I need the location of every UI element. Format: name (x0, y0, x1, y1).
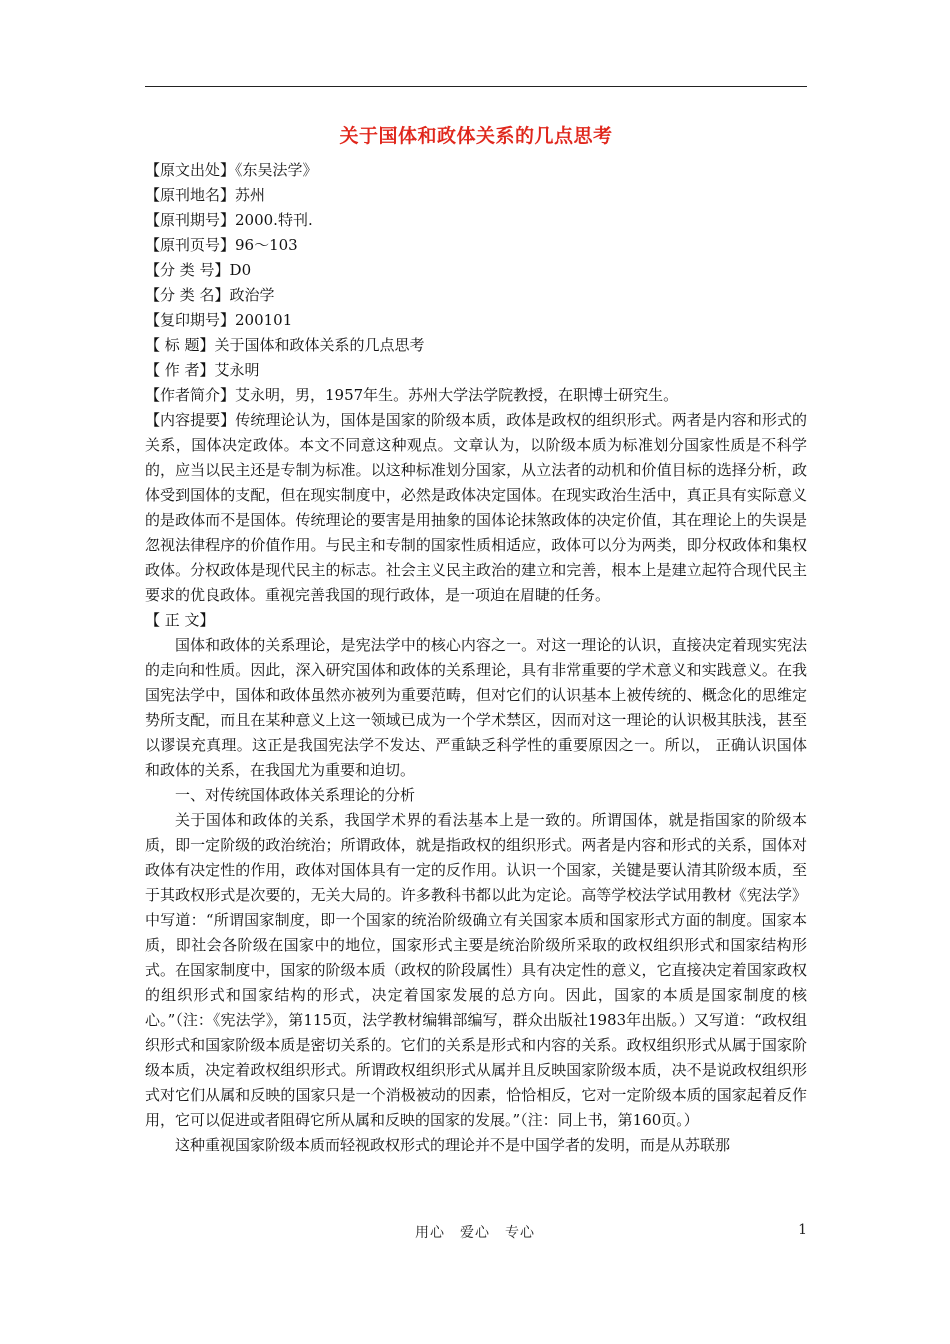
document-body (145, 158, 807, 1158)
meta-issue: 【原刊期号】2000.特刊. (145, 211, 313, 229)
meta-class-name: 【分 类 名】政治学 (145, 286, 275, 304)
meta-reprint-issue: 【复印期号】200101 (145, 311, 293, 329)
body-heading: 【 正 文】 (145, 611, 215, 629)
meta-class-code: 【分 类 号】D0 (145, 261, 252, 279)
section-heading: 一、对传统国体政体关系理论的分析 (175, 786, 416, 804)
meta-place: 【原刊地名】苏州 (145, 186, 266, 204)
document-title: 关于国体和政体关系的几点思考 (339, 125, 613, 147)
meta-source: 【原文出处】《东吴法学》 (145, 161, 318, 179)
meta-author: 【 作 者】艾永明 (145, 361, 260, 379)
meta-pages: 【原刊页号】96～103 (145, 236, 298, 254)
abstract: 【内容提要】传统理论认为，国体是国家的阶级本质，政体是政权的组织形式。两者是内容和形式的关系，国体决定政体。本文不同意这种观点。文章认为，以阶级本质为标准划分国家性质是不科学的，应当以民主还是专制为标准。以这种标准划分国家，从立法者的动机和价值目标的选择分析，政体受到国体的支配，但在现实制度中，必然是政体决定国体。在现实政治生活中，真正具有实际意义的是政体而不是国体。传统理论的要害是用抽象的国体论抹煞政体的决定价值，其在理论上的失误是忽视法律程序的价值作用。与民主和专制的国家性质相适应，政体可以分为两类，即分权政体和集权政体。分权政体是现代民主的标志。社会主义民主政治的建立和完善，根本上是建立起符合现代民主要求的优良政体。重视完善我国的现行政体，是一项迫在眉睫的任务。 (145, 411, 807, 604)
meta-author-bio: 【作者简介】艾永明，男，1957年生。苏州大学法学院教授，在职博士研究生。 (145, 386, 679, 404)
paragraph-analysis: 关于国体和政体的关系，我国学术界的看法基本上是一致的。所谓国体，就是指国家的阶级本质，即一定阶级的政治统治；所谓政体，就是指政权的组织形式。两者是内容和形式的关系，国体对政体有决定性的作用，政体对国体具有一定的反作用。认识一个国家，关键是要认清其阶级本质，至于其政权形式是次要的，无关大局的。许多教科书都以此为定论。高等学校法学试用教材《宪法学》中写道：“所谓国家制度，即一个国家的统治阶级确立有关国家本质和国家形式方面的制度。国家本质，即社会各阶级在国家中的地位，国家形式主要是统治阶级所采取的政权组织形式和国家结构形式。在国家制度中，国家的阶级本质（政权的阶段属性）具有决定性的意义，它直接决定着国家政权的组织形式和国家结构的形式，决定着国家发展的总方向。因此，国家的本质是国家制度的核心。”（注：《宪法学》，第115页，法学教材编辑部编写，群众出版社1983年出版。）又写道：“政权组织形式和国家阶级本质是密切关系的。它们的关系是形式和内容的关系。政权组织形式从属于国家阶级本质，决定着政权组织形式。所谓政权组织形式从属并且反映国家阶级本质，决不是说政权组织形式对它们从属和反映的国家只是一个消极被动的因素，恰恰相反，它对一定阶级本质的国家起着反作用，它可以促进或者阻碍它所从属和反映的国家的发展。”（注：同上书，第160页。） (145, 811, 807, 1129)
page-number: 1 (798, 1222, 807, 1238)
footer-motto: 用心 爱心 专心 (415, 1225, 535, 1241)
meta-title: 【 标 题】关于国体和政体关系的几点思考 (145, 336, 425, 354)
paragraph-intro: 国体和政体的关系理论，是宪法学中的核心内容之一。对这一理论的认识，直接决定着现实宪法的走向和性质。因此，深入研究国体和政体的关系理论，具有非常重要的学术意义和实践意义。在我国宪法学中，国体和政体虽然亦被列为重要范畴，但对它们的认识基本上被传统的、概念化的思维定势所支配，而且在某种意义上这一领域已成为一个学术禁区，因而对这一理论的认识极其肤浅，甚至以谬误充真理。这正是我国宪法学不发达、严重缺乏科学性的重要原因之一。所以， 正确认识国体和政体的关系，在我国尤为重要和迫切。 (145, 636, 807, 779)
header-rule (145, 86, 807, 87)
paragraph-continuation: 这种重视国家阶级本质而轻视政权形式的理论并不是中国学者的发明，而是从苏联那 (175, 1136, 731, 1154)
